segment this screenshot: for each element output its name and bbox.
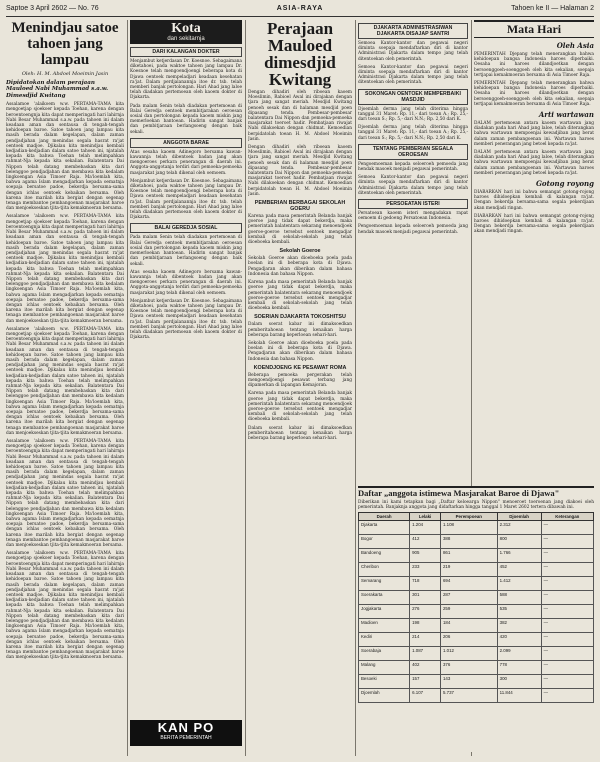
article-lead: Dipidatokan dalam perajaan Mauloed Nabi Muhammad s.a.w. Dimesdjid Kwitang: [6, 80, 109, 99]
section-heading: KOENDJOENG KE PESAWAT ROMA: [253, 364, 347, 371]
news-body: Atas oesaha kaoem Adinegoro bersama kawan-kawannja telah dibentoek badan jang akan mengoeroes perkara penerangan di daerah ini. Anggota-anggotanja terdiri dari pemoeka-pemoeka masjarakat jang telah dikenal oleh oemoem.: [130, 269, 242, 296]
paper-name: ASIA-RAYA: [276, 5, 324, 12]
table-cell: Besoeki: [359, 675, 410, 689]
column-divider: [355, 20, 356, 756]
article-headline: Perajaan Mauloed dimesdjid Kwitang: [264, 20, 336, 89]
table-row: [359, 535, 594, 549]
table-row: [359, 577, 594, 591]
section-heading: DJAKARTA ADMINISTRASIWAN DJAKARTA DISAJAP SANTRI: [358, 23, 468, 39]
table-cell: —: [541, 633, 593, 647]
table-row: [359, 563, 594, 577]
table-row: [359, 605, 594, 619]
table-cell: Madioen: [359, 619, 410, 633]
table-cell: 861: [440, 549, 497, 563]
article-body-cont: Assalamoe 'alaikoem w.w. PERTAMA-TAMA kita mengoetjap sjoekoer kepada Toehan, karena dengan beroentoengnja kita dapat memperingati hari lahirnja Nabi Besar Muhammad s.a.w. pada tahoen ini dalam keadaan aman dan sentausa di tengah-tengah kehidoepan baroe. Satoe tahoen jang lampau kita masih berada dalam kegelapan, dalam zaman pendjadjahan jang menindas segala hasrat ra'jat oentoek madjoe. Djikalau kita menindjau kembali kedjadian-kedjadian dalam satoe tahoen ini, njatalah kepada kita bahwa Toehan telah melimpahkan rahmat-Nja kepada kita sekalian. Balatentara Dai Nippon telah datang membebaskan kita dari belenggoe pendjadjahan dan membawa kita kedalam lingkoengan Asia Timoer Raja. Ma'loemlah kita, bahwa agama Islam mengadjarkan kepada oematnja soepaja bersatoe padoe, bekerdja bersama-sama dengan ichlas oentoek kebaikan bersama. Oleh karena itoe marilah kita bergiat dengan segenap tenaga membantoe pembangoenan masjarakat baroe dan menjoekseskan tjita-tjita kemakmoeran bersama.: [6, 326, 124, 436]
article-body-cont: Assalamoe 'alaikoem w.w. PERTAMA-TAMA kita mengoetjap sjoekoer kepada Toehan, karena dengan beroentoengnja kita dapat memperingati hari lahirnja Nabi Besar Muhammad s.a.w. pada tahoen ini dalam keadaan aman dan sentausa di tengah-tengah kehidoepan baroe. Satoe tahoen jang lampau kita masih berada dalam kegelapan, dalam zaman pendjadjahan jang menindas segala hasrat ra'jat oentoek madjoe. Djikalau kita menindjau kembali kedjadian-kedjadian dalam satoe tahoen ini, njatalah kepada kita bahwa Toehan telah melimpahkan rahmat-Nja kepada kita sekalian. Balatentara Dai Nippon telah datang membebaskan kita dari belenggoe pendjadjahan dan membawa kita kedalam lingkoengan Asia Timoer Raja. Ma'loemlah kita, bahwa agama Islam mengadjarkan kepada oematnja soepaja bersatoe padoe, bekerdja bersama-sama dengan ichlas oentoek kebaikan bersama. Oleh karena itoe marilah kita bergiat dengan segenap tenaga membantoe pembangoenan masjarakat baroe dan menjoekseskan tjita-tjita kemakmoeran bersama.: [6, 214, 124, 324]
article-byline: Oleh: H. M. Abdoel Moeimin Jasin: [21, 71, 109, 77]
article-body: Dengan dihadiri oleh riboean kaoem Moeslimin, Rabioel Awal ini dirajakan dengan tjara jang sangat meriah. Mesdjid Kwitang penoeh sesak dan di halaman mesdjid poen dipasang tenda. Pembesar-pembesar balatentara Dai Nippon dan pemoeka-pemoeka masjarakat toeroet hadir. Pembatjaan riwajat Nabi dilakoekan dengan chidmat. Kemoedian berpidatolah toean H. M. Abdoel Moeimin Jasin.: [248, 90, 352, 142]
table-cell: Jogjakarta: [359, 605, 410, 619]
table-cell: —: [541, 689, 593, 703]
table-cell: 287: [440, 591, 497, 605]
section-heading: TENTANG PEMBERIAN SEGALA OEROESAN: [358, 144, 468, 160]
table-cell: 1.204: [410, 521, 441, 535]
column-divider: [245, 20, 246, 756]
article-body: Assalamoe 'alaikoem w.w. PERTAMA-TAMA kita mengoetjap sjoekoer kepada Toehan, karena dengan beroentoengnja kita dapat memperingati hari lahirnja Nabi Besar Muhammad s.a.w. pada tahoen ini dalam keadaan aman dan sentausa di tengah-tengah kehidoepan baroe. Satoe tahoen jang lampau kita masih berada dalam kegelapan, dalam zaman pendjadjahan jang menindas segala hasrat ra'jat oentoek madjoe. Djikalau kita menindjau kembali kedjadian-kedjadian dalam satoe tahoen ini, njatalah kepada kita bahwa Toehan telah melimpahkan rahmat-Nja kepada kita sekalian. Balatentara Dai Nippon telah datang membebaskan kita dari belenggoe pendjadjahan dan membawa kita kedalam lingkoengan Asia Timoer Raja. Ma'loemlah kita, bahwa agama Islam mengadjarkan kepada oematnja soepaja bersatoe padoe, bekerdja bersama-sama dengan ichlas oentoek kebaikan bersama. Oleh karena itoe marilah kita bergiat dengan segenap tenaga membantoe pembangoenan masjarakat baroe dan menjoekseskan tjita-tjita kemakmoeran bersama.: [6, 102, 124, 212]
news-body: Pada malam Senin telah diadakan pertemoean di Balai Geredja oentoek membitjarakan oeroesan sosial dan pertolongan kepada kaoem miskin jang memerloekan bantoean. Hadirin sangat banjak dan pembitjaraan berlangsoeng dengan baik sekali.: [130, 235, 242, 267]
column-divider: [127, 20, 128, 756]
table-cell: —: [541, 647, 593, 661]
news-body: Dalam soerat kabar ini dimaksoedkan pemberitahoean tentang kenaikan harga beberapa barang keperloean sehari-hari.: [248, 322, 352, 338]
section-heading: SOERIAN DJAKARTA TOKOSHITSU: [254, 314, 346, 321]
kanpo-banner: [130, 720, 242, 746]
sub-heading: Gotong royong: [535, 179, 594, 189]
table-row: [359, 633, 594, 647]
table-row: [359, 549, 594, 563]
news-body: Menjambut ketjerdasan Dr. Koesnoe. Sebagaimana diketahoei, pada waktoe tahoen jang lampau Dr. Koesnoe telah mengoendjoengi beberapa kota di Djawa oentoek mempeladjari keadaan kesehatan ra'jat. Dalam perdjalanannja itoe dr. tsb. telah memberi banjak pertolongan. Hari Ahad jang laloe telah diadakan pertemoean oleh kaoem dokter di Djakarta.: [130, 59, 242, 101]
table-cell: 778: [497, 661, 541, 675]
table-cell: Bandoeng: [359, 549, 410, 563]
table-cell: Semarang: [359, 577, 410, 591]
notice-body: Semoea Kantor-kantor dan pegawai negeri diminta soepaja mendaftarkan diri di kantor Administrasi Djakarta dalam tempo jang telah ditentoekan oleh pemerintah.: [358, 175, 468, 196]
table-cell: Cheribon: [359, 563, 410, 577]
column-body: PEMERINTAH Djepang telah menerangkan bahwa kehidoepan bangsa Indonesia haroes diperbaiki. Oesaha ini haroes dilandjoetkan dengan bersoenggoeh-soenggoeh oleh kita sekalian, soepaja tertjapai kemakmoeran bersama di Asia Timoer Raja.: [474, 52, 594, 78]
news-body: Atas oesaha kaoem Adinegoro bersama kawan-kawannja telah dibentoek badan jang akan mengoeroes perkara penerangan di daerah ini. Anggota-anggotanja terdiri dari pemoeka-pemoeka masjarakat jang telah dikenal oleh oemoem.: [130, 149, 242, 176]
table-header: Keterangan: [541, 513, 593, 521]
table-cell: 2.099: [497, 647, 541, 661]
news-body: Sekolah Goeroe akan dioeboeka poela pada boelan ini di beberapa kota di Djawa. Pengadjaran akan diberikan dalam bahasa Indonesia dan bahasa Nippon.: [248, 256, 352, 277]
notice-body: Djoemlah derma jang telah diterima hingga tanggal 31 Maret: Rp. 11,- dari toean A.; Rp. 25,- dari toean S.; Rp. 5,- dari N.N.; Rp. 2,50 dari K.: [358, 106, 468, 123]
section-heading: PERSOEATAN ISTERI: [358, 199, 468, 209]
table-cell: Djakarta: [359, 521, 410, 535]
column-body: PEMERINTAH Djepang telah menerangkan bahwa kehidoepan bangsa Indonesia haroes diperbaiki. Oesaha ini haroes dilandjoetkan dengan bersoenggoeh-soenggoeh oleh kita sekalian, soepaja tertjapai kemakmoeran bersama di Asia Timoer Raja.: [474, 81, 594, 107]
table-cell: 694: [440, 577, 497, 591]
table-cell: 1.012: [440, 647, 497, 661]
table-cell: Soerakarta: [359, 591, 410, 605]
column-body: DALAM pertemoean antara kaoem wartawan jang diadakan pada hari Ahad jang laloe, telah diterangkan bahwa wartawan mempoenjai kewadjiban jang berat dalam zaman pembangoenan ini. Wartawan haroes memberi penerangan jang betoel kepada ra'jat.: [474, 150, 594, 176]
table-cell: 402: [410, 661, 441, 675]
sub-heading: Arti wartawan: [538, 110, 594, 120]
table-cell: 206: [440, 633, 497, 647]
city-news-banner: [130, 20, 242, 44]
table-row: [359, 689, 594, 703]
table-cell: 412: [410, 535, 441, 549]
issue-date: Saptoe 3 April 2602 — No. 76: [6, 5, 99, 12]
table-cell: 388: [440, 535, 497, 549]
table-cell: 420: [497, 633, 541, 647]
table-cell: 143: [440, 675, 497, 689]
table-cell: —: [541, 577, 593, 591]
table-header: Perempoean: [440, 513, 497, 521]
table-cell: Soerabaja: [359, 647, 410, 661]
table-cell: Djoemlah: [359, 689, 410, 703]
kanpo-subtitle: BERITA PEMERINTAH: [160, 735, 212, 741]
mata-hari-header: [474, 20, 594, 38]
table-title: Daftar „anggota istimewa Masjarakat Baroe di Djawa": [358, 486, 594, 498]
column-title: Mata Hari: [506, 22, 562, 36]
notice-body: Semoea Kantor-kantor dan pegawai negeri diminta soepaja mendaftarkan diri di kantor Administrasi Djakarta dalam tempo jang telah ditentoekan oleh pemerintah.: [358, 64, 468, 86]
banner-title: Kota: [171, 21, 201, 36]
news-body: Pada malam Senin telah diadakan pertemoean di Balai Geredja oentoek membitjarakan oeroesan sosial dan pertolongan kepada kaoem miskin jang memerloekan bantoean. Hadirin sangat banjak dan pembitjaraan berlangsoeng dengan baik sekali.: [130, 103, 242, 135]
table-row: [359, 521, 594, 535]
page-number: Tahoen ke II — Halaman 2: [511, 5, 594, 12]
table-cell: 2.312: [497, 521, 541, 535]
table-cell: 588: [497, 591, 541, 605]
table-cell: —: [541, 605, 593, 619]
member-table: [358, 512, 594, 703]
table-row: [359, 591, 594, 605]
table-cell: Malang: [359, 661, 410, 675]
table-row: [359, 619, 594, 633]
table-cell: —: [541, 521, 593, 535]
section-heading: BALAI GEREDJA SOSIAL: [130, 223, 242, 233]
table-cell: —: [541, 675, 593, 689]
masthead: [6, 4, 594, 17]
table-cell: 184: [440, 619, 497, 633]
table-cell: 301: [410, 591, 441, 605]
table-cell: —: [541, 619, 593, 633]
table-cell: 1.412: [497, 577, 541, 591]
section-heading: SOKONGAN OENTOEK MEMPERBAIKI MASDJID: [358, 89, 468, 105]
table-cell: 1.108: [440, 521, 497, 535]
table-cell: —: [541, 535, 593, 549]
table-cell: 5.737: [440, 689, 497, 703]
table-cell: Bogor: [359, 535, 410, 549]
table-header: Djoemlah: [497, 513, 541, 521]
table-cell: 6.107: [410, 689, 441, 703]
notice-body: Pengoemoeman kepada seloeroeh pemoeda jang hendak masoek menjadi pegawai pemerintah.: [358, 161, 468, 173]
mata-hari-column: [474, 20, 594, 482]
table-intro: Diberikan ini kami tetapkan bagi „Daftar keloearga Nippon" menoeroet toeroenan jang diakoei oleh pemerintah. Banjaknja anggota jang didaftarkan hingga tanggal 1 Maret 2602 tertera dibawah ini.: [358, 500, 594, 511]
table-cell: —: [541, 661, 593, 675]
section-heading: ANGGOTA BARAE: [130, 138, 242, 148]
article-column-1: [6, 20, 124, 758]
article-headline: Menindjau satoe tahoen jang lampau: [11, 20, 119, 68]
section-heading: PEMBERIAN BERBAGAI SEKOLAH GOERU: [254, 200, 346, 213]
table-cell: 905: [410, 549, 441, 563]
table-row: [359, 647, 594, 661]
table-cell: 11.844: [497, 689, 541, 703]
member-list-box: [358, 486, 594, 752]
column-body: DIABARKAN hari ini bahwa semangat gotong-rojong haroes dihidoepkan kembali di kalangan ra'jat. Dengan bekerdja bersama-sama segala pekerdjaan akan mendjadi ringan.: [474, 190, 594, 211]
column-author: Oleh Asia: [556, 41, 594, 50]
table-cell: 300: [497, 675, 541, 689]
table-row: [359, 661, 594, 675]
table-cell: 1.087: [410, 647, 441, 661]
table-cell: —: [541, 563, 593, 577]
table-cell: 214: [410, 633, 441, 647]
table-cell: 198: [410, 619, 441, 633]
table-cell: 233: [410, 563, 441, 577]
column-body: DIABARKAN hari ini bahwa semangat gotong-rojong haroes dihidoepkan kembali di kalangan ra'jat. Dengan bekerdja bersama-sama segala pekerdjaan akan mendjadi ringan.: [474, 213, 594, 235]
table-header: Lelaki: [410, 513, 441, 521]
section-heading: DARI KALANGAN DOKTER: [130, 47, 242, 57]
table-cell: 276: [410, 605, 441, 619]
news-body: Beberapa pemoeka pergerakan telah mengoendjoengi pesawat terbang jang dipamerkan di lapangan Kemajoran.: [248, 372, 352, 389]
article-body: Dengan dihadiri oleh riboean kaoem Moeslimin, Rabioel Awal ini dirajakan dengan tjara jang sangat meriah. Mesdjid Kwitang penoeh sesak dan di halaman mesdjid poen dipasang tenda. Pembesar-pembesar balatentara Dai Nippon dan pemoeka-pemoeka masjarakat toeroet hadir. Pembatjaan riwajat Nabi dilakoekan dengan chidmat. Kemoedian berpidatolah toean H. M. Abdoel Moeimin Jasin.: [248, 145, 352, 197]
notice-body: Persatoean kaoem isteri mengadakan rapat oemoem di gedoeng Persatoean Indonesia.: [358, 211, 468, 222]
column-body: DALAM pertemoean antara kaoem wartawan jang diadakan pada hari Ahad jang laloe, telah diterangkan bahwa wartawan mempoenjai kewadjiban jang berat dalam zaman pembangoenan ini. Wartawan haroes memberi penerangan jang betoel kepada ra'jat.: [474, 121, 594, 147]
notice-body: Pengoemoeman kepada seloeroeh pemoeda jang hendak masoek menjadi pegawai pemerintah.: [358, 224, 468, 235]
kanpo-title: KAN PO: [157, 720, 215, 735]
table-cell: Kediri: [359, 633, 410, 647]
table-cell: 535: [497, 605, 541, 619]
banner-subtitle: dan sekitarnja: [167, 36, 205, 42]
table-cell: 382: [497, 619, 541, 633]
table-cell: 452: [497, 563, 541, 577]
article-body-cont: Assalamoe 'alaikoem w.w. PERTAMA-TAMA kita mengoetjap sjoekoer kepada Toehan, karena dengan beroentoengnja kita dapat memperingati hari lahirnja Nabi Besar Muhammad s.a.w. pada tahoen ini dalam keadaan aman dan sentausa di tengah-tengah kehidoepan baroe. Satoe tahoen jang lampau kita masih berada dalam kegelapan, dalam zaman pendjadjahan jang menindas segala hasrat ra'jat oentoek madjoe. Djikalau kita menindjau kembali kedjadian-kedjadian dalam satoe tahoen ini, njatalah kepada kita bahwa Toehan telah melimpahkan rahmat-Nja kepada kita sekalian. Balatentara Dai Nippon telah datang membebaskan kita dari belenggoe pendjadjahan dan membawa kita kedalam lingkoengan Asia Timoer Raja. Ma'loemlah kita, bahwa agama Islam mengadjarkan kepada oematnja soepaja bersatoe padoe, bekerdja bersama-sama dengan ichlas oentoek kebaikan bersama. Oleh karena itoe marilah kita bergiat dengan segenap tenaga membantoe pembangoenan masjarakat baroe dan menjoekseskan tjita-tjita kemakmoeran bersama.: [6, 439, 124, 549]
news-body: Menjambut ketjerdasan Dr. Koesnoe. Sebagaimana diketahoei, pada waktoe tahoen jang lampau Dr. Koesnoe telah mengoendjoengi beberapa kota di Djawa oentoek mempeladjari keadaan kesehatan ra'jat. Dalam perdjalanannja itoe dr. tsb. telah memberi banjak pertolongan. Hari Ahad jang laloe telah diadakan pertemoean oleh kaoem dokter di Djakarta.: [130, 178, 242, 221]
news-body: Sekolah Goeroe akan dioeboeka poela pada boelan ini di beberapa kota di Djawa. Pengadjaran akan diberikan dalam bahasa Indonesia dan bahasa Nippon.: [248, 340, 352, 362]
section-heading: Sekolah Goeroe: [279, 248, 321, 255]
news-body: Karena pada masa pemerintah Belanda banjak goeroe jang tidak dapat bekerdja, maka pemerintah balatentara sekarang menoendjoek goeroe-goeroe tersebut oentoek mengadjar kembali di sekolah-sekolah jang telah dioeboeka kembali.: [248, 280, 352, 312]
table-cell: 800: [497, 535, 541, 549]
news-body: Karena pada masa pemerintah Belanda banjak goeroe jang tidak dapat bekerdja, maka pemerintah balatentara sekarang menoendjoek goeroe-goeroe tersebut oentoek mengadjar kembali di sekolah-sekolah jang telah dioeboeka kembali.: [248, 391, 352, 423]
news-body: Menjambut ketjerdasan Dr. Koesnoe. Sebagaimana diketahoei, pada waktoe tahoen jang lampau Dr. Koesnoe telah mengoendjoengi beberapa kota di Djawa oentoek mempeladjari keadaan kesehatan ra'jat. Dalam perdjalanannja itoe dr. tsb. telah memberi banjak pertolongan. Hari Ahad jang laloe telah diadakan pertemoean oleh kaoem dokter di Djakarta.: [130, 298, 242, 341]
table-cell: 718: [410, 577, 441, 591]
table-header: Daerah: [359, 513, 410, 521]
table-cell: 376: [440, 661, 497, 675]
table-cell: —: [541, 591, 593, 605]
table-header-row: [359, 513, 594, 521]
notices-column: [358, 20, 468, 482]
news-body: Dalam soerat kabar ini dimaksoedkan pemberitahoean tentang kenaikan harga beberapa barang keperloean sehari-hari.: [248, 425, 352, 441]
notice-body: Semoea Kantor-kantor dan pegawai negeri diminta soepaja mendaftarkan diri di kantor Administrasi Djakarta dalam tempo jang telah ditentoekan oleh pemerintah.: [358, 41, 468, 62]
table-cell: 219: [440, 563, 497, 577]
table-cell: 259: [440, 605, 497, 619]
table-cell: 1.766: [497, 549, 541, 563]
mauloed-column: [248, 20, 352, 758]
article-body-cont: Assalamoe 'alaikoem w.w. PERTAMA-TAMA kita mengoetjap sjoekoer kepada Toehan, karena dengan beroentoengnja kita dapat memperingati hari lahirnja Nabi Besar Muhammad s.a.w. pada tahoen ini dalam keadaan aman dan sentausa di tengah-tengah kehidoepan baroe. Satoe tahoen jang lampau kita masih berada dalam kegelapan, dalam zaman pendjadjahan jang menindas segala hasrat ra'jat oentoek madjoe. Djikalau kita menindjau kembali kedjadian-kedjadian dalam satoe tahoen ini, njatalah kepada kita bahwa Toehan telah melimpahkan rahmat-Nja kepada kita sekalian. Balatentara Dai Nippon telah datang membebaskan kita dari belenggoe pendjadjahan dan membawa kita kedalam lingkoengan Asia Timoer Raja. Ma'loemlah kita, bahwa agama Islam mengadjarkan kepada oematnja soepaja bersatoe padoe, bekerdja bersama-sama dengan ichlas oentoek kebaikan bersama. Oleh karena itoe marilah kita bergiat dengan segenap tenaga membantoe pembangoenan masjarakat baroe dan menjoekseskan tjita-tjita kemakmoeran bersama.: [6, 551, 124, 661]
news-body: Karena pada masa pemerintah Belanda banjak goeroe jang tidak dapat bekerdja, maka pemerintah balatentara sekarang menoendjoek goeroe-goeroe tersebut oentoek mengadjar kembali di sekolah-sekolah jang telah dioeboeka kembali.: [248, 214, 352, 246]
table-row: [359, 675, 594, 689]
city-news-column: [130, 20, 242, 758]
notice-body: Djoemlah derma jang telah diterima hingga tanggal 31 Maret: Rp. 11,- dari toean A.; Rp. 25,- dari toean S.; Rp. 5,- dari N.N.; Rp. 2,50 dari K.: [358, 125, 468, 141]
table-cell: —: [541, 549, 593, 563]
table-cell: 157: [410, 675, 441, 689]
